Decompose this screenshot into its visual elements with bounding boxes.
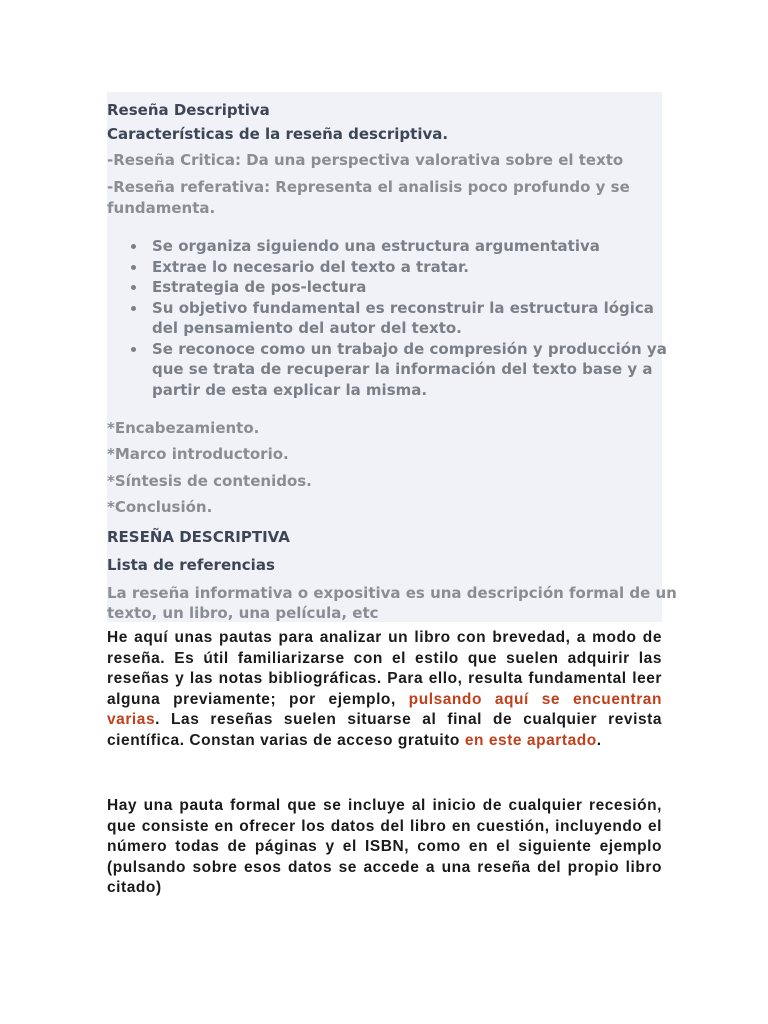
bullet-icon bbox=[131, 265, 136, 270]
list-item: Su objetivo fundamental es reconstruir la estructura lógica del pensamiento del autor del texto. bbox=[107, 298, 667, 339]
resena-critica-text: -Reseña Critica: Da una perspectiva valorativa sobre el texto bbox=[107, 151, 624, 169]
section-subtitle: Características de la reseña descriptiva. bbox=[107, 125, 449, 143]
list-item: Se reconoce como un trabajo de compresión y producción ya que se trata de recuperar la información del texto base y a partir de esta explicar la misma. bbox=[107, 339, 667, 401]
resena-referativa-line-2: fundamenta. bbox=[107, 199, 216, 217]
part-marco-introductorio: *Marco introductorio. bbox=[107, 445, 289, 463]
list-item: Extrae lo necesario del texto a tratar. bbox=[107, 257, 667, 278]
resena-descriptiva-heading: RESEÑA DESCRIPTIVA bbox=[107, 528, 290, 546]
link-free-access-section[interactable]: en este apartado bbox=[464, 731, 597, 749]
section-title: Reseña Descriptiva bbox=[107, 101, 270, 119]
list-item: Estrategia de pos-lectura bbox=[107, 277, 667, 298]
bullet-icon bbox=[131, 347, 136, 352]
bullet-icon bbox=[131, 244, 136, 249]
paragraph-formal-guideline: Hay una pauta formal que se incluye al inicio de cualquier recesión, que consiste en ofrecer los datos del libro en cuestión, incluyendo el número todas de páginas y el ISBN, como en el siguiente ejemplo (pulsando sobre esos datos se accede a una reseña del propio libro citado) bbox=[107, 797, 662, 897]
characteristics-list bbox=[107, 236, 667, 400]
part-sintesis: *Síntesis de contenidos. bbox=[107, 472, 312, 490]
references-heading: Lista de referencias bbox=[107, 556, 275, 574]
informativa-line-2: texto, un libro, una película, etc bbox=[107, 604, 379, 622]
part-encabezamiento: *Encabezamiento. bbox=[107, 419, 260, 437]
link-reviews-examples[interactable]: pulsando aquí se encuentran varias bbox=[107, 690, 662, 729]
list-item: Se organiza siguiendo una estructura argumentativa bbox=[107, 236, 667, 257]
resena-referativa-line-1: -Reseña referativa: Representa el analisis poco profundo y se bbox=[107, 178, 630, 196]
paragraph-guidelines: He aquí unas pautas para analizar un libro con brevedad, a modo de reseña. Es útil familiarizarse con el estilo que suelen adquirir las reseñas y las notas bibliográficas. Para ello, resulta fundamental leer alguna previamente; por ejemplo, pulsando aquí se encuentran varias. Las reseñas suelen situarse al final de cualquier revista científica. Constan varias de acceso gratuito en este apartado. bbox=[107, 629, 662, 749]
bullet-icon bbox=[131, 306, 136, 311]
bullet-icon bbox=[131, 285, 136, 290]
informativa-line-1: La reseña informativa o expositiva es una descripción formal de un bbox=[107, 584, 677, 602]
part-conclusion: *Conclusión. bbox=[107, 498, 213, 516]
